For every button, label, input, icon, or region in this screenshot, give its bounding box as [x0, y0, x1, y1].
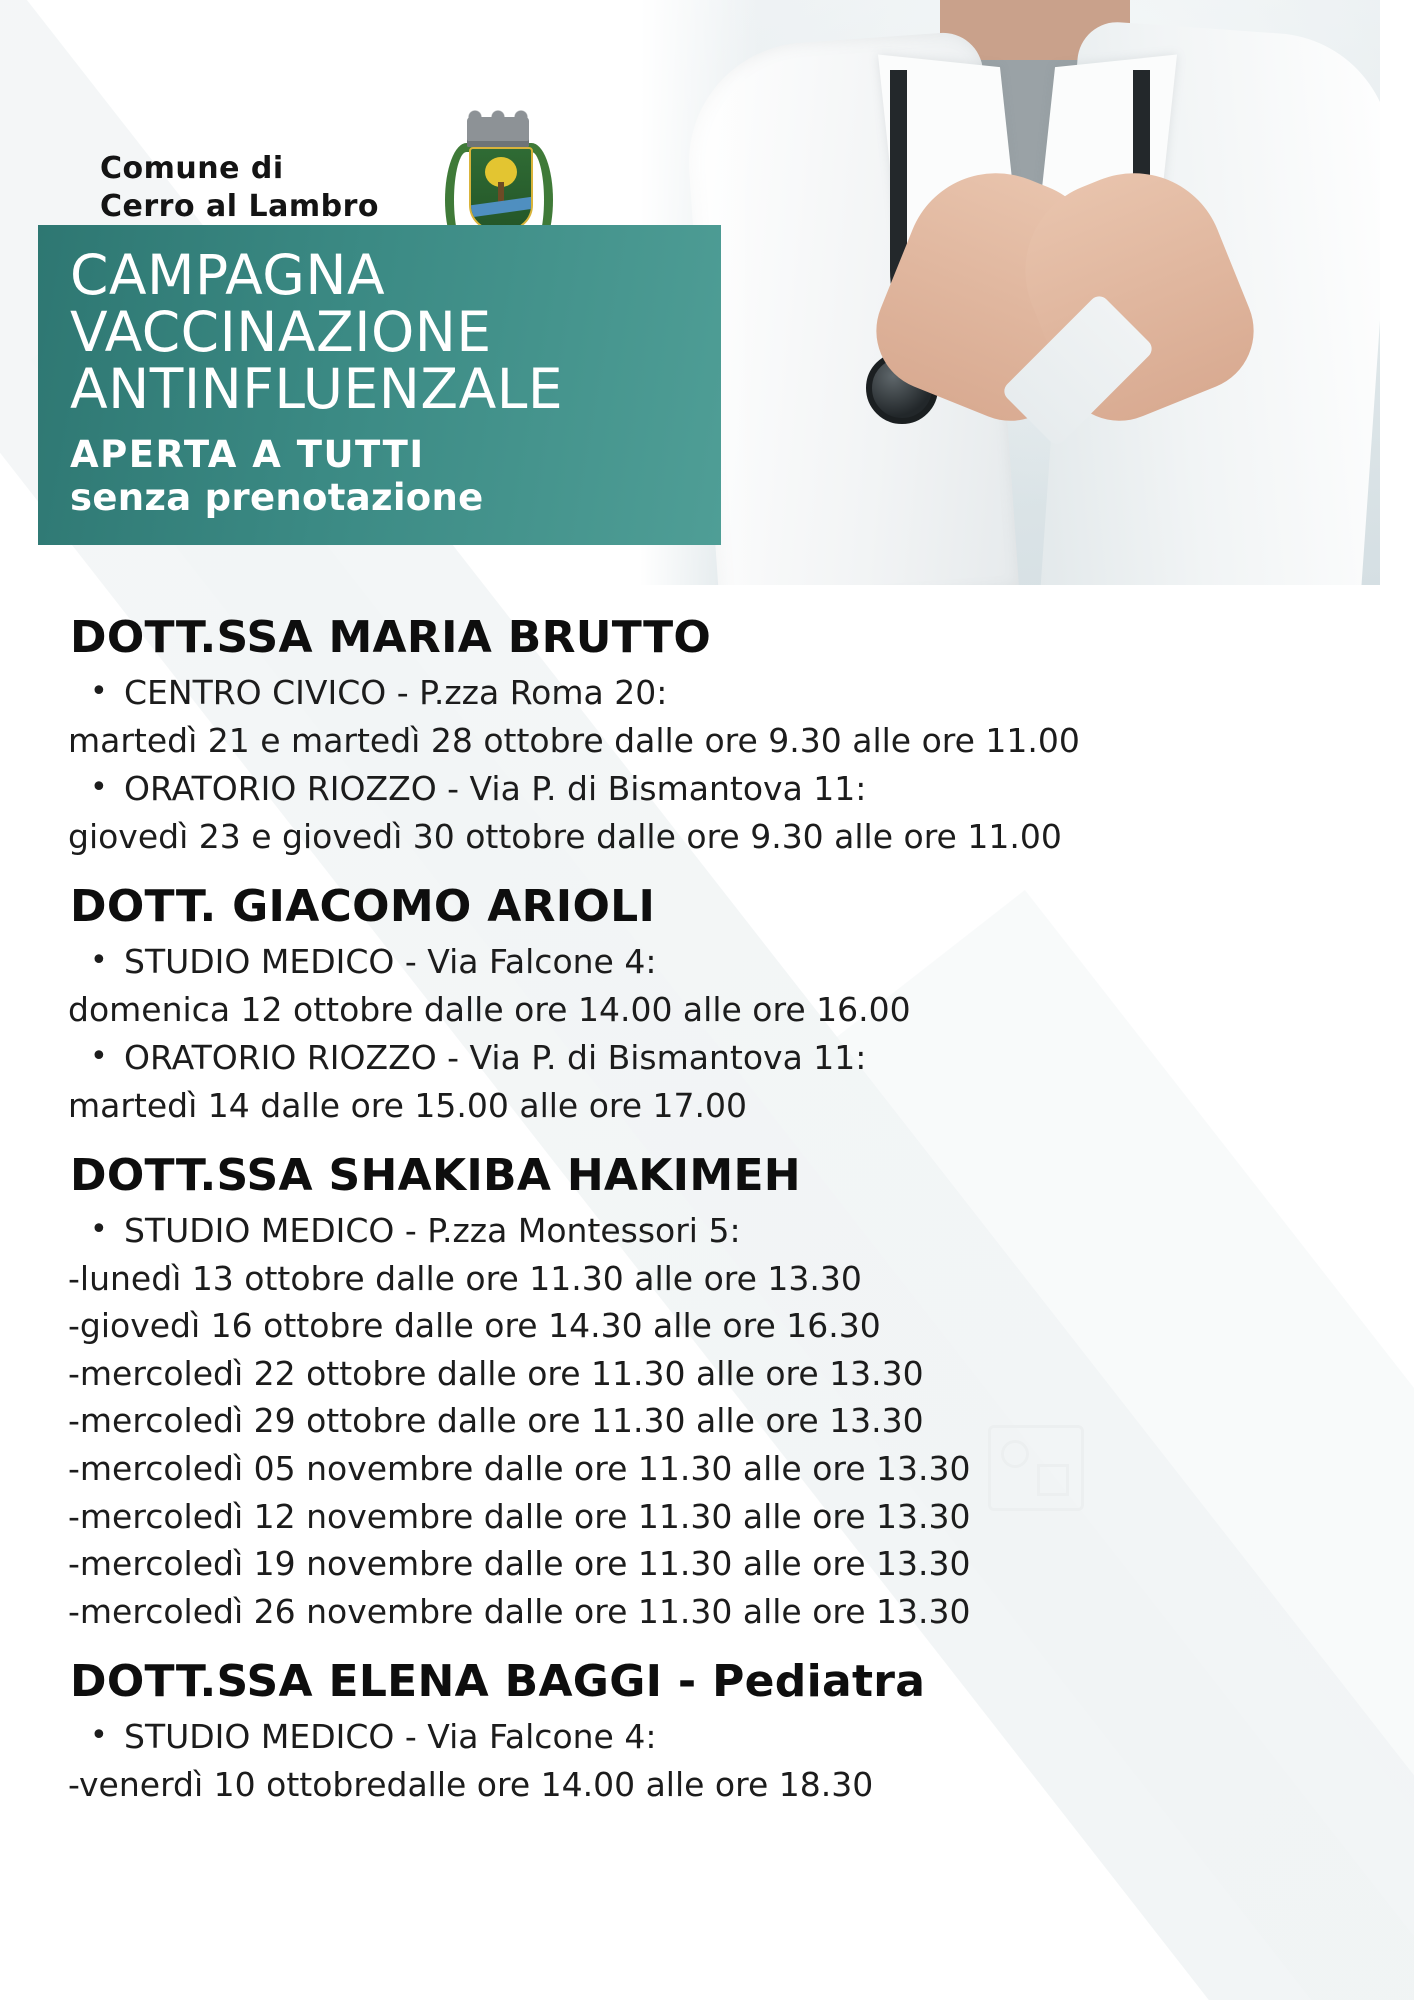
- doctor-block: [60, 881, 1354, 1128]
- bullet-icon: •: [90, 943, 108, 979]
- time-line: -mercoledì 12 novembre dalle ore 11.30 alle ore 13.30: [68, 1496, 971, 1536]
- doctor-photo: [640, 0, 1380, 585]
- bullet-icon: •: [90, 1212, 108, 1248]
- time-line: -mercoledì 22 ottobre dalle ore 11.30 alle ore 13.30: [68, 1353, 924, 1393]
- doctor-name: DOTT.SSA MARIA BRUTTO: [70, 612, 712, 663]
- location-text: STUDIO MEDICO - Via Falcone 4:: [124, 1717, 657, 1757]
- location-text: ORATORIO RIOZZO - Via P. di Bismantova 11:: [124, 1038, 867, 1078]
- municipality-name: [100, 150, 379, 225]
- time-line: martedì 14 dalle ore 15.00 alle ore 17.00: [68, 1085, 747, 1125]
- location-line: [90, 671, 1354, 716]
- location-line: [90, 767, 1354, 812]
- campaign-subtitle-2: senza prenotazione: [70, 475, 484, 519]
- location-line: [90, 1715, 1354, 1760]
- time-line: -giovedì 16 ottobre dalle ore 14.30 alle ore 16.30: [68, 1306, 881, 1346]
- location-text: STUDIO MEDICO - P.zza Montessori 5:: [124, 1211, 741, 1251]
- shield-icon: [469, 147, 533, 231]
- campaign-title-line-2: VACCINAZIONE: [70, 300, 492, 365]
- doctor-name: DOTT.SSA ELENA BAGGI - Pediatra: [70, 1656, 926, 1708]
- time-line: -mercoledì 05 novembre dalle ore 11.30 alle ore 13.30: [68, 1448, 971, 1488]
- location-text: STUDIO MEDICO - Via Falcone 4:: [124, 942, 657, 982]
- time-line: domenica 12 ottobre dalle ore 14.00 alle ore 16.00: [68, 989, 911, 1029]
- doctor-name: DOTT. GIACOMO ARIOLI: [70, 881, 656, 933]
- time-line: -mercoledì 29 ottobre dalle ore 11.30 alle ore 13.30: [68, 1401, 924, 1441]
- doctor-name: DOTT.SSA SHAKIBA HAKIMEH: [70, 1150, 801, 1202]
- campaign-banner: [38, 225, 721, 545]
- time-line: -mercoledì 26 novembre dalle ore 11.30 alle ore 13.30: [68, 1591, 971, 1631]
- campaign-title-line-1: CAMPAGNA: [70, 243, 386, 307]
- bullet-icon: •: [90, 1039, 108, 1075]
- location-line: [90, 1036, 1354, 1081]
- doctor-block: [60, 1656, 1354, 1807]
- doctor-block: [60, 1150, 1354, 1634]
- time-line: -venerdì 10 ottobredalle ore 14.00 alle ore 18.30: [68, 1764, 874, 1804]
- crown-icon: [467, 117, 529, 147]
- location-text: CENTRO CIVICO - P.zza Roma 20:: [124, 673, 668, 712]
- time-line: -lunedì 13 ottobre dalle ore 11.30 alle ore 13.30: [68, 1258, 862, 1298]
- campaign-title-line-3: ANTINFLUENZALE: [70, 357, 564, 422]
- location-text: ORATORIO RIOZZO - Via P. di Bismantova 11:: [124, 769, 867, 809]
- location-line: [90, 1209, 1354, 1254]
- campaign-title: [70, 243, 691, 422]
- time-line: -mercoledì 19 novembre dalle ore 11.30 alle ore 13.30: [68, 1544, 971, 1584]
- location-line: [90, 940, 1354, 985]
- bullet-icon: •: [90, 1718, 108, 1754]
- municipality-line-2: Cerro al Lambro: [100, 188, 379, 224]
- doctor-block: [60, 612, 1354, 859]
- bullet-icon: •: [90, 770, 108, 806]
- bullet-icon: •: [90, 674, 108, 709]
- time-line: martedì 21 e martedì 28 ottobre dalle ore 9.30 alle ore 11.00: [68, 720, 1080, 760]
- campaign-subtitle-1: APERTA A TUTTI: [70, 432, 425, 476]
- schedule-list: [0, 590, 1414, 1811]
- municipality-line-1: Comune di: [100, 151, 284, 186]
- time-line: giovedì 23 e giovedì 30 ottobre dalle ore 9.30 alle ore 11.00: [68, 816, 1062, 856]
